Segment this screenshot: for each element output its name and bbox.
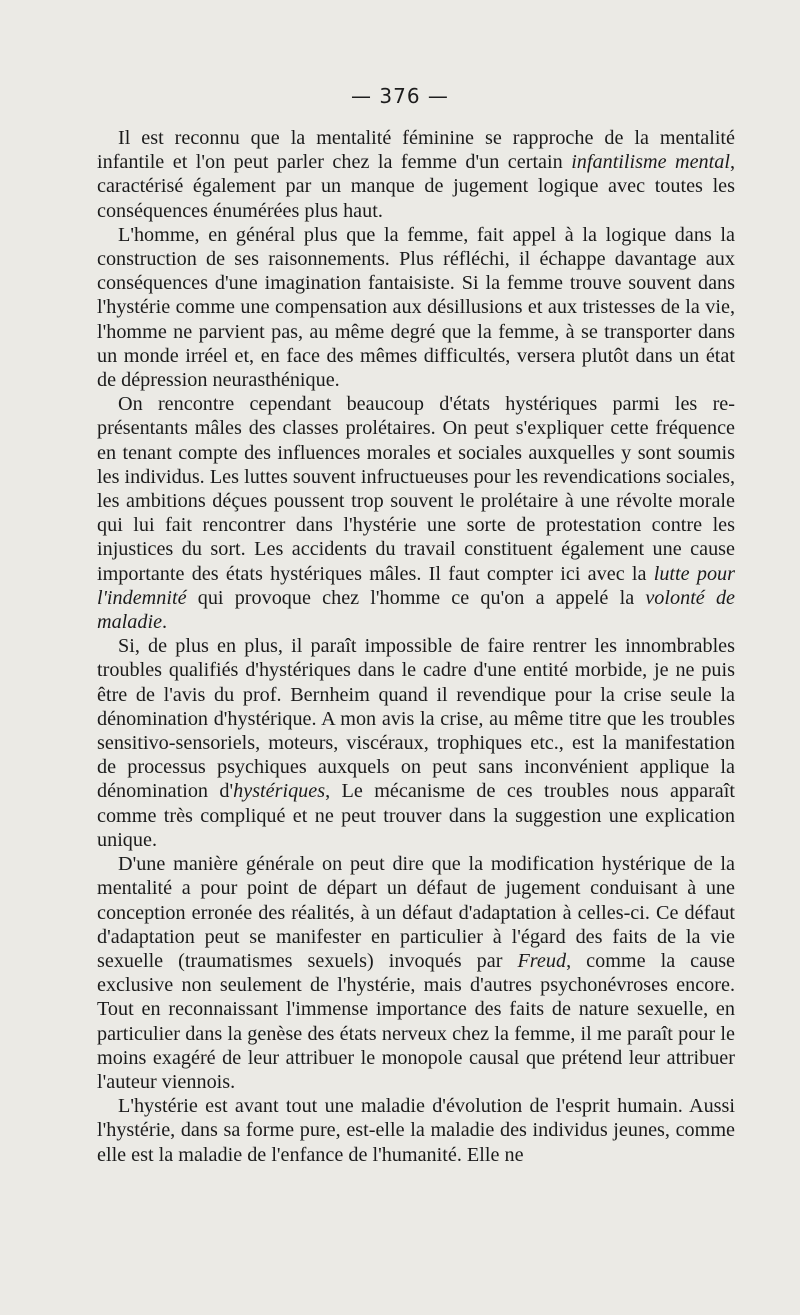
paragraph [97, 634, 735, 852]
paragraph [97, 852, 735, 1094]
text-run: . [162, 611, 168, 634]
italic-text: hystériques [233, 780, 326, 803]
paragraph [97, 392, 735, 634]
italic-text: Freud [517, 949, 567, 972]
page-number: — 376 — [351, 84, 449, 108]
text-run: , comme la cause exclusive non seulement de l'hystérie, mais d'autres psychonévroses encore. Tout en reconnaissant l'immense importance des faits de nature sexuelle, en particulier dans la genèse des états nerveux chez la femme, il me paraît pour le moins exagéré de leur attribuer le monopole causal que prétend leur attribuer l'auteur viennois. [97, 949, 736, 1093]
paragraph [97, 223, 735, 392]
text-run: L'hystérie est avant tout une maladie d'évolution de l'esprit humain. Aussi l'hystérie, dans sa forme pure, est-elle la maladie des individus jeunes, comme elle est la maladie de l'enfance de l'humanité. Elle ne [97, 1095, 735, 1166]
text-run: On rencontre cependant beaucoup d'états hystériques parmi les représentants mâles des classes prolétaires. On peut s'expliquer cette fréquence en tenant compte des influences morales et sociales auxquelles y sont soumis les individus. Les luttes souvent infructueuses pour les revendications sociales, les ambitions déçues poussent trop souvent le prolétaire à une révolte morale qui lui fait rencontrer dans l'hystérie une sorte de protestation contre les injustices du sort. Les accidents du travail constituent également une cause importante des états hystériques mâles. Il faut compter ici avec la [97, 393, 735, 585]
text-run: , caractérisé également par un manque de jugement logique avec toutes les conséquences énumérées plus haut. [97, 151, 735, 222]
text-run: , Le mécanisme de ces troubles nous apparaît comme très compliqué et ne peut trouver dans la suggestion une explication unique. [97, 780, 735, 851]
text-run: Si, de plus en plus, il paraît impossible de faire rentrer les innombrables troubles qualifiés d'hystériques dans le cadre d'une entité morbide, je ne puis être de l'avis du prof. Bernheim quand il revendique pour la crise seule la dénomination d'hystérique. A mon avis la crise, au même titre que les troubles sensitivo-sensoriels, moteurs, viscéraux, trophiques etc., est la manifestation de processus psychiques auxquels on peut sans inconvénient applique la dénomination d' [97, 635, 735, 803]
text-run: D'une manière générale on peut dire que la modification hystérique de la mentalité a pour point de départ un défaut de jugement conduisant à une conception erronée des réalités, à un défaut d'adaptation à celles-ci. Ce défaut d'adaptation peut se manifester en particulier à l'égard des faits de la vie sexuelle (traumatismes sexuels) invoqués par [97, 853, 735, 972]
text-run: L'homme, en général plus que la femme, fait appel à la logique dans la construction de ses raisonnements. Plus réfléchi, il échappe davantage aux conséquences d'une imagination fantaisiste. Si la femme trouve souvent dans l'hystérie comme une compensation aux désillusions et aux tristesses de la vie, l'homme ne parvient pas, au même degré que la femme, à se transporter dans un monde irréel et, en face des mêmes difficultés, versera plutôt dans un état de dépression neurasthénique. [97, 223, 735, 392]
body-text [97, 126, 735, 1167]
paragraph [97, 1094, 735, 1167]
text-run: qui provoque chez l'homme ce qu'on a appelé la [186, 586, 646, 609]
paragraph [97, 126, 735, 223]
italic-text: lutte pour l'indemnité [97, 562, 735, 609]
italic-text: infantilisme mental [571, 151, 730, 174]
text-run: Il est reconnu que la mentalité féminine se rapproche de la mentalité infantile et l'on peut parler chez la femme d'un certain [97, 127, 735, 174]
italic-text: volonté de maladie [97, 586, 736, 634]
